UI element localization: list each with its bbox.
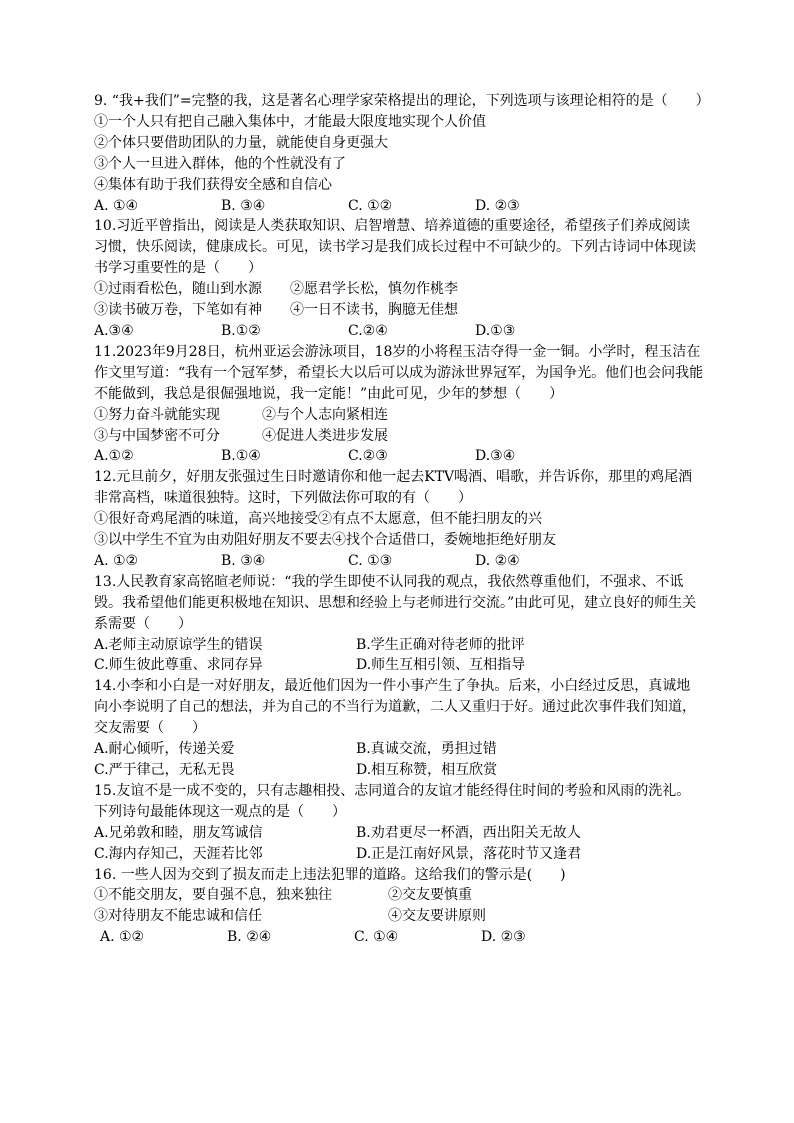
option-d[interactable]: D. ②③: [481, 929, 526, 946]
option-c[interactable]: C. ①③: [348, 552, 393, 569]
option-d[interactable]: D. ②③: [475, 197, 520, 214]
question-16: [94, 865, 704, 949]
option-a[interactable]: A. ①②: [100, 929, 145, 946]
options-row: [94, 446, 704, 467]
question-stem: 13.人民教育家高铭暄老师说：“我的学生即使不认同我的观点，我依然尊重他们，不强求、不诋毁。我希望他们能更积极地在知识、思想和经验上与老师进行交流。”由此可见，建立良好的师生关系需要（ ）: [94, 573, 697, 632]
statement: ①过雨看松色，随山到水源: [94, 281, 262, 298]
option-b[interactable]: B.劝君更尽一杯酒，西出阳关无故人: [356, 824, 581, 841]
option-c[interactable]: C.②③: [348, 448, 388, 465]
options-row: [94, 823, 704, 844]
statement: ③对待朋友不能忠诚和信任: [94, 908, 262, 925]
statement: ②个体只要借助团队的力量，就能使自身更强大: [94, 134, 388, 151]
statement: ②交友要慎重: [388, 887, 472, 904]
options-row: [94, 321, 704, 342]
option-b[interactable]: B.真诚交流，勇担过错: [356, 741, 497, 758]
option-a[interactable]: A.③④: [94, 322, 134, 339]
question-15: [94, 781, 704, 865]
question-12: [94, 467, 704, 572]
option-c[interactable]: C.师生彼此尊重、求同存异: [94, 657, 263, 674]
question-14: [94, 676, 704, 781]
statement: ③与中国梦密不可分: [94, 427, 220, 444]
statement: ①不能交朋友，要自强不息，独来独往: [94, 887, 332, 904]
statement: ②与个人志向紧相连: [262, 406, 388, 423]
option-b[interactable]: B. ③④: [221, 552, 266, 569]
statement: ④集体有助于我们获得安全感和自信心: [94, 176, 332, 193]
options-row: [94, 760, 704, 781]
question-page: [94, 91, 710, 948]
option-d[interactable]: D.相互称赞，相互欣赏: [356, 762, 498, 778]
option-b[interactable]: B. ③④: [221, 197, 266, 214]
statement-row: [94, 906, 704, 927]
question-11: [94, 342, 704, 467]
question-stem: 9. “我+我们”=完整的我，这是著名心理学家荣格提出的理论，下列选项与该理论相符的是（ ）: [94, 93, 710, 109]
statement: ①一个人只有把自己融入集体中，才能最大限度地实现个人价值: [94, 113, 486, 130]
options-row: [94, 844, 704, 865]
question-stem: 12.元旦前夕，好朋友张强过生日时邀请你和他一起去KTV喝酒、唱歌，并告诉你，那里的鸡尾酒非常高档，味道很独特。这时，下列做法你可取的有（ ）: [94, 469, 693, 507]
statement: ②愿君学长松，慎勿作桃李: [290, 281, 458, 298]
option-d[interactable]: D.①③: [475, 322, 516, 339]
statement: ①努力奋斗就能实现: [94, 406, 220, 423]
option-a[interactable]: A.老师主动原谅学生的错误: [94, 636, 263, 653]
statement-row: [94, 405, 704, 426]
option-d[interactable]: D. ②④: [475, 552, 520, 569]
option-b[interactable]: B.①④: [221, 448, 261, 465]
question-stem: 15.友谊不是一成不变的，只有志趣相投、志同道合的友谊才能经得住时间的考验和风雨的洗礼。下列诗句最能体现这一观点的是（ ）: [94, 782, 691, 820]
statement-row: [94, 300, 704, 321]
option-c[interactable]: C.严于律己，无私无畏: [94, 762, 235, 778]
option-b[interactable]: B. ②④: [227, 929, 272, 946]
option-a[interactable]: A.兄弟敦和睦，朋友笃诚信: [94, 824, 263, 841]
option-b[interactable]: B.学生正确对待老师的批评: [356, 636, 525, 653]
question-9: [94, 91, 710, 216]
option-d[interactable]: D.③④: [475, 448, 516, 465]
question-stem: 16. 一些人因为交到了损友而走上违法犯罪的道路。这给我们的警示是( ): [94, 866, 566, 883]
option-a[interactable]: A. ①②: [94, 552, 139, 569]
options-row: [94, 635, 704, 656]
statement: ③以中学生不宜为由劝阻好朋友不要去④找个合适借口，委婉地拒绝好朋友: [94, 532, 556, 549]
question-10: [94, 216, 704, 341]
options-row: [94, 927, 704, 948]
option-d[interactable]: D.正是江南好风景，落花时节又逢君: [356, 845, 582, 862]
question-stem: 10.习近平曾指出，阅读是人类获取知识、启智增慧、培养道德的重要途径，希望孩子们养成阅读习惯，快乐阅读，健康成长。可见，读书学习是我们成长过程中不可缺少的。下列古诗词中体现读书学习重要性的是（ ）: [94, 218, 696, 277]
statement: ③个人一旦进入群体，他的个性就没有了: [94, 155, 346, 172]
option-c[interactable]: C.②④: [348, 322, 388, 339]
statement: ④交友要讲原则: [388, 908, 486, 925]
statement-row: [94, 426, 704, 447]
statement: ③读书破万卷，下笔如有神: [94, 302, 262, 319]
options-row: [94, 655, 704, 676]
option-c[interactable]: C. ①②: [348, 197, 393, 214]
statement: ④一日不读书，胸臆无佳想: [290, 302, 458, 319]
statement-row: [94, 279, 704, 300]
options-row: [94, 551, 704, 572]
option-c[interactable]: C.海内存知己，天涯若比邻: [94, 845, 263, 862]
option-b[interactable]: B.①②: [221, 322, 261, 339]
option-a[interactable]: A. ①④: [94, 197, 139, 214]
option-c[interactable]: C. ①④: [354, 929, 399, 946]
option-d[interactable]: D.师生互相引领、互相指导: [356, 657, 526, 674]
options-row: [94, 196, 704, 217]
statement-row: [94, 885, 704, 906]
options-row: [94, 739, 704, 760]
option-a[interactable]: A.耐心倾听，传递关爱: [94, 741, 235, 758]
question-stem: 11.2023年9月28日，杭州亚运会游泳项目，18岁的小将程玉洁夺得一金一铜。小学时，程玉洁在作文里写道：“我有一个冠军梦，希望长大以后可以成为游泳世界冠军，为国争光。他们也会问我能不能做到，我总是很倔强地说，我一定能！”由此可见，少年的梦想（ ）: [94, 343, 704, 402]
question-13: [94, 572, 704, 677]
question-stem: 14.小李和小白是一对好朋友，最近他们因为一件小事产生了争执。后来，小白经过反思，真诚地向小李说明了自己的想法，并为自己的不当行为道歉，二人又重归于好。通过此次事件我们知道，交友需要（ ）: [94, 678, 696, 737]
option-a[interactable]: A.①②: [94, 448, 134, 465]
statement: ①很好奇鸡尾酒的味道，高兴地接受②有点不太愿意，但不能扫朋友的兴: [94, 511, 542, 528]
statement: ④促进人类进步发展: [262, 427, 388, 444]
